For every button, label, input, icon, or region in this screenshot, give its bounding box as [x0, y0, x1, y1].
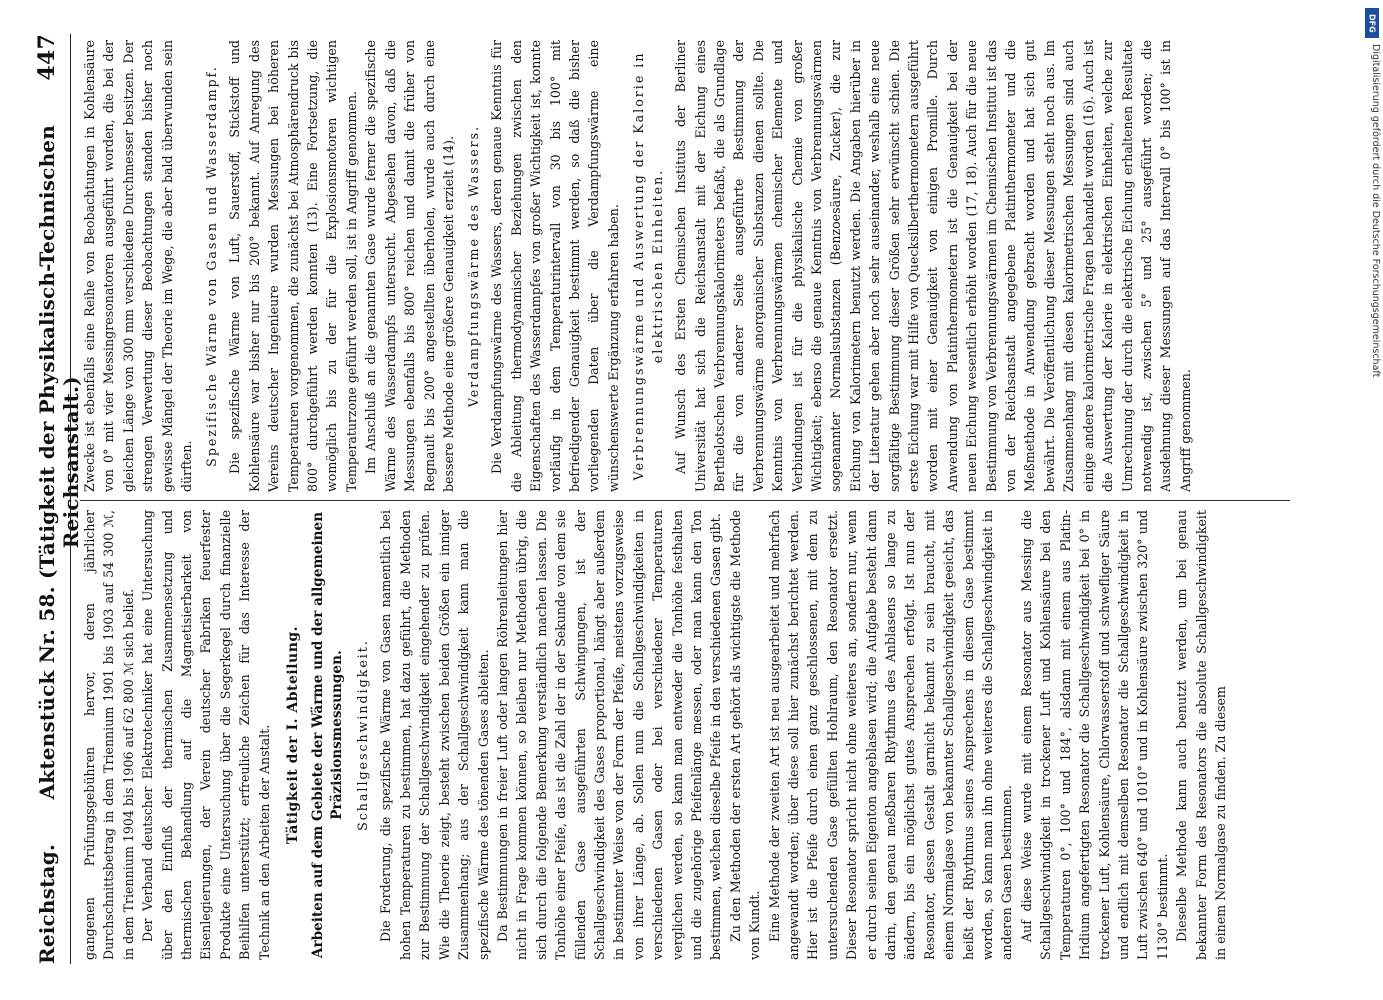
header-title: Aktenstück Nr. 58. (Tätigkeit der Physikalisch-Technischen Reichsanstalt.)	[35, 125, 83, 800]
dfg-logo: DFG	[1365, 8, 1379, 38]
paragraph: Auf Wunsch des Ersten Chemischen Instituts der Berliner Universität hat sich die Reichsanstalt mit der Eichung eines Berthelotschen Verbrennungskalorimeters befaßt, die als Grundlage für die von anderer Seite ausgeführte Bestimmung der Verbrennungswärme anorganischer Substanzen dienen sollte. Die Kenntnis von Verbrennungswärmen chemischer Elemente und Verbindungen ist für die physikalische Chemie von großer Wichtigkeit; ebenso die genaue Kenntnis von Verbrennungswärmen sogenannter Normalsubstanzen (Benzoesäure, Zucker), die zur Eichung von Kalorimetern benutzt werden. Die Angaben hierüber in der Literatur gehen aber noch sehr auseinander, weshalb eine neue sorgfältige Bestimmung dieser Größen sehr erwünscht schien. Die erste Eichung war mit Hilfe von Quecksilberthermometern ausgeführt worden mit einer Genauigkeit von einigen Promille. Durch Anwendung von Platinthermometern ist die Genauigkeit bei der neuen Eichung wesentlich erhöht worden (17, 18). Auch für die neue Bestimmung von Verbrennungswärmen im Chemischen Institut ist das von der Reichsanstalt angegebene Platinthermometer und die Meßmethode in Anwendung gebracht worden und hat sich gut bewährt. Die Veröffentlichung dieser Messungen steht noch aus. Im Zusammenhang mit diesen kalorimetrischen Messungen sind auch einige andere kalorimetrische Fragen behandelt worden (16). Auch ist die Auswertung der Kalorie in elektrischen Einheiten, welche zur Umrechnung der durch die elektrische Eichung erhaltenen Resultate notwendig ist, zwischen 5° und 25° ausgeführt worden; die Ausdehnung dieser Messungen auf das Intervall 0° bis 100° ist in Angriff genommen.	[673, 40, 1193, 492]
paragraph: Die Forderung, die spezifische Wärme von Gasen namentlich bei hohen Temperaturen zu bestimmen, hat dazu geführt, die Methoden zur Bestimmung der Schallgeschwindigkeit eingehender zu prüfen. Wie die Theorie zeigt, besteht zwischen beiden Größen ein inniger Zusammenhang; aus der Schallgeschwindigkeit kann man die spezifische Wärme des tönenden Gases ableiten.	[378, 510, 491, 960]
page-number: 447	[34, 34, 60, 81]
topic-heading: Spezifische Wärme von Gasen und Wasserdampf.	[204, 65, 220, 467]
paragraph: Im Anschluß an die genannten Gase wurde ferner die spezifische Wärme des Wasserdampfs untersucht. Abgesehen davon, daß die Messungen ebenfalls bis 800° reichen und damit die früher von Regnault bis 200° angestellten überholen, wurde auch durch eine bessere Methode eine größere Genauigkeit erzielt (14).	[363, 40, 456, 492]
left-column	[80, 510, 1290, 960]
section-subheading: Arbeiten auf dem Gebiete der Wärme und der allgemeinen Präzisionsmessungen.	[310, 511, 346, 959]
column-divider	[80, 500, 1290, 501]
paragraph: Die Verdampfungswärme des Wassers, deren genaue Kenntnis für die Ableitung thermodynamischer Beziehungen zwischen den Eigenschaften des Wasserdampfes von großer Wichtigkeit ist, konnte vorläufig in dem Temperaturintervall von 30 bis 100° mit befriedigender Genauigkeit bestimmt werden, so daß die bisher vorliegenden Daten über die Verdampfungswärme eine wünschenswerte Ergänzung erfahren haben.	[489, 40, 621, 492]
paragraph: Der Verband deutscher Elektrotechniker hat eine Untersuchung über den Einfluß der thermischen Zusammensetzung und thermischen Behandlung auf die Magnetisierbarkeit von Eisenlegierungen, der Verein deutscher Fabriken feuerfester Produkte eine Untersuchung über die Segerkegel durch finanzielle Beihilfen unterstützt; erfreuliche Zeichen für das Interesse der Technik an den Arbeiten der Anstalt.	[140, 510, 272, 960]
paragraph: Zu den Methoden der ersten Art gehört als wichtigste die Methode von Kundt.	[727, 510, 763, 960]
header-rule	[70, 34, 71, 964]
paragraph: Auf diese Weise wurde mit einem Resonator aus Messing die Schallgeschwindigkeit in trockener Luft und Kohlensäure bei den Temperaturen 0°, 100° und 184°, alsdann mit einem aus Platin-Iridium angefertigten Resonator die Schallgeschwindigkeit bei 0° in trockener Luft, Kohlensäure, Chlorwasserstoff und schwefliger Säure und endlich mit demselben Resonator die Schallgeschwindigkeit in Luft zwischen 640° und 1010° und in Kohlensäure zwischen 320° und 1130° bestimmt.	[1018, 510, 1170, 960]
paragraph: Eine Methode der zweiten Art ist neu ausgearbeitet und mehrfach angewandt worden; über diese soll hier zunächst berichtet werden. Hier ist die Pfeife durch einen ganz geschlossenen, mit dem zu untersuchenden Gase gefüllten Hohlraum, den Resonator ersetzt. Dieser Resonator spricht nicht ohne weiteres an, sondern nur, wenn er durch seinen Eigenton angeblasen wird; die Aufgabe besteht dann darin, den genau meßbaren Rhythmus des Anblasens so lange zu ändern, bis ein möglichst gutes Ansprechen erfolgt. Ist nun der Resonator, dessen Gestalt garnicht bekannt zu sein braucht, mit einem Normalgase von bekannter Schallgeschwindigkeit geeicht, das heißt der Rhythmus seines Ansprechens in diesem Gase bestimmt worden, so kann man ihn ohne weiteres die Schallgeschwindigkeit in anderen Gasen bestimmen.	[766, 510, 1015, 960]
paragraph: Da Bestimmungen in freier Luft oder langen Röhrenleitungen hier nicht in Frage kommen können, so bleiben nur Methoden übrig, die sich durch die folgende Bemerkung verständlich machen lassen. Die Tonhöhe einer Pfeife, das ist die Zahl der in der Sekunde von dem sie füllenden Gase ausgeführten Schwingungen, ist der Schallgeschwindigkeit des Gases proportional, hängt aber außerdem in bestimmter Weise von der Form der Pfeife, meistens vorzugsweise von ihrer Länge, ab. Sollen nun die Schallgeschwindigkeiten in verschiedenen Gasen oder bei verschiedener Temperaturen verglichen werden, so kann man entweder die Tonhöhe festhalten und die zugehörige Pfeifenlänge messen, oder man kann den Ton bestimmen, welchen dieselbe Pfeife in den verschiedenen Gasen gibt.	[494, 510, 724, 960]
digitization-note: Digitalisierung gefördert durch die Deutsche Forschungsgemeinschaft	[1370, 44, 1381, 378]
topic-heading: Schallgeschwindigkeit.	[355, 639, 371, 831]
topic-heading: Verdampfungswärme des Wassers.	[466, 124, 482, 408]
topic-heading: Verbrennungswärme und Auswertung der Kalorie in elektrischen Einheiten.	[631, 51, 666, 481]
right-column	[80, 40, 1290, 492]
paragraph: gangenen Prüfungsgebühren hervor, deren jährlicher Durchschnittsbetrag in dem Triennium 1901 bis 1903 auf 54 300 ℳ, in dem Triennium 1904 bis 1906 auf 62 800 ℳ sich belief.	[82, 510, 136, 960]
section-heading: Tätigkeit der I. Abteilung.	[285, 625, 302, 845]
paragraph: Dieselbe Methode kann auch benutzt werden, um bei genau bekannter Form des Resonators die absolute Schallgeschwindigkeit in einem Normalgase zu finden. Zu diesem	[1174, 510, 1228, 960]
paragraph: Zwecke ist ebenfalls eine Reihe von Beobachtungen in Kohlensäure von 0° mit vier Messingresonatoren ausgeführt worden, die bei der gleichen Länge von 300 mm verschiedene Durchmesser besitzen. Der strengen Verwertung dieser Beobachtungen standen bisher noch gewisse Mängel der Theorie im Wege, die aber bald überwunden sein dürften.	[82, 40, 195, 492]
header-left: Reichstag.	[35, 843, 59, 964]
running-header	[34, 34, 83, 964]
paragraph: Die spezifische Wärme von Luft, Sauerstoff, Stickstoff und Kohlensäure war bisher nur bis 200° bekannt. Auf Anregung des Vereins deutscher Ingenieure wurden Messungen bei höheren Temperaturen vorgenommen, die zunächst bei Atmosphärendruck bis 800° durchgeführt werden konnten (13). Eine Fortsetzung, die womöglich bis zu der für die Explosionsmotoren wichtigen Temperaturzone geführt werden soll, ist in Angriff genommen.	[227, 40, 359, 492]
